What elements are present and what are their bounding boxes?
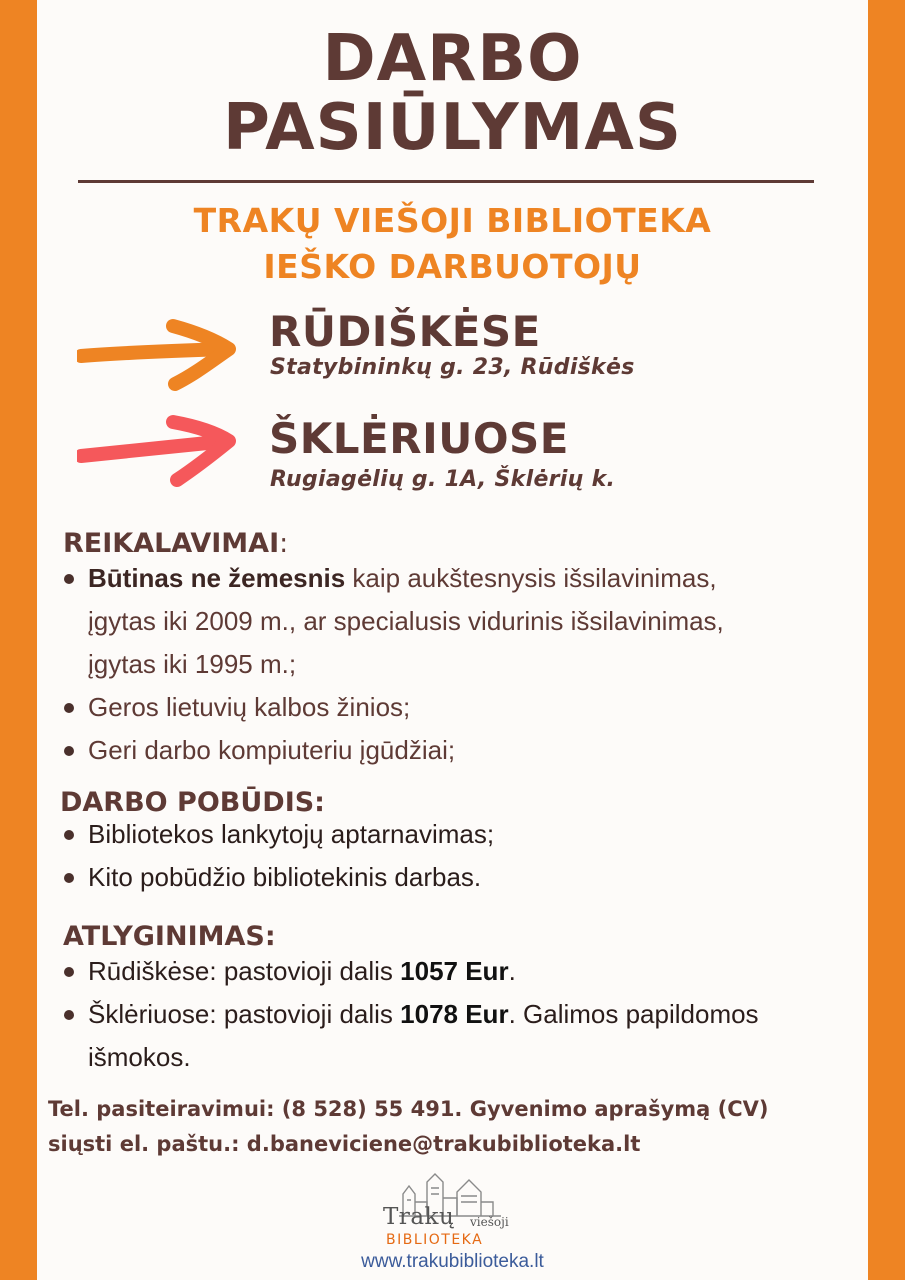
title-line-2: PASIŪLYMAS xyxy=(223,91,682,165)
contact-line-2: siųsti el. paštu.: d.baneviciene@trakubiblioteka.lt xyxy=(48,1132,641,1156)
location-name-rudiskes: RŪDIŠKĖSE xyxy=(269,307,541,356)
location-name-skleriuose: ŠKLĖRIUOSE xyxy=(269,414,569,463)
subtitle-line-2: IEŠKO DARBUOTOJŲ xyxy=(263,247,642,286)
list-item: Geri darbo kompiuteriu įgūdžiai; xyxy=(37,729,868,772)
location-address-rudiskes: Statybininkų g. 23, Rūdiškės xyxy=(270,355,635,380)
requirements-list xyxy=(37,557,868,772)
location-address-skleriuose: Rugiagėlių g. 1A, Šklėrių k. xyxy=(270,467,616,492)
requirements-heading: REIKALAVIMAI: xyxy=(63,528,289,559)
logo-small-text: viešoji xyxy=(470,1215,509,1229)
list-item: Kito pobūdžio bibliotekinis darbas. xyxy=(37,856,868,899)
website-link[interactable]: www.trakubiblioteka.lt xyxy=(361,1251,544,1272)
list-item: Geros lietuvių kalbos žinios; xyxy=(37,686,868,729)
pay-heading: ATLYGINIMAS: xyxy=(63,921,276,952)
subtitle-line-1: TRAKŲ VIEŠOJI BIBLIOTEKA xyxy=(193,201,712,240)
list-item: Rūdiškėse: pastovioji dalis 1057 Eur. xyxy=(37,950,868,993)
poster xyxy=(37,0,868,1280)
pay-list xyxy=(37,950,868,1079)
divider xyxy=(78,180,814,183)
work-heading: DARBO POBŪDIS: xyxy=(60,787,325,818)
logo-name: Trakų xyxy=(383,1204,455,1230)
arrow-right-icon xyxy=(77,414,237,490)
logo-bib-text: BIBLIOTEKA xyxy=(386,1232,484,1248)
list-item: Bibliotekos lankytojų aptarnavimas; xyxy=(37,813,868,856)
work-list xyxy=(37,813,868,899)
title-line-1: DARBO xyxy=(322,22,583,96)
arrow-right-icon xyxy=(77,318,237,392)
list-item: Šklėriuose: pastovioji dalis 1078 Eur. Galimos papildomos išmokos. xyxy=(37,993,868,1079)
contact-line-1: Tel. pasiteiravimui: (8 528) 55 491. Gyvenimo aprašymą (CV) xyxy=(48,1097,769,1121)
contact-info xyxy=(48,1092,858,1162)
list-item: Būtinas ne žemesnis kaip aukštesnysis išsilavinimas, įgytas iki 2009 m., ar specialusis vidurinis išsilavinimas, įgytas iki 1995 m.; xyxy=(37,557,868,686)
